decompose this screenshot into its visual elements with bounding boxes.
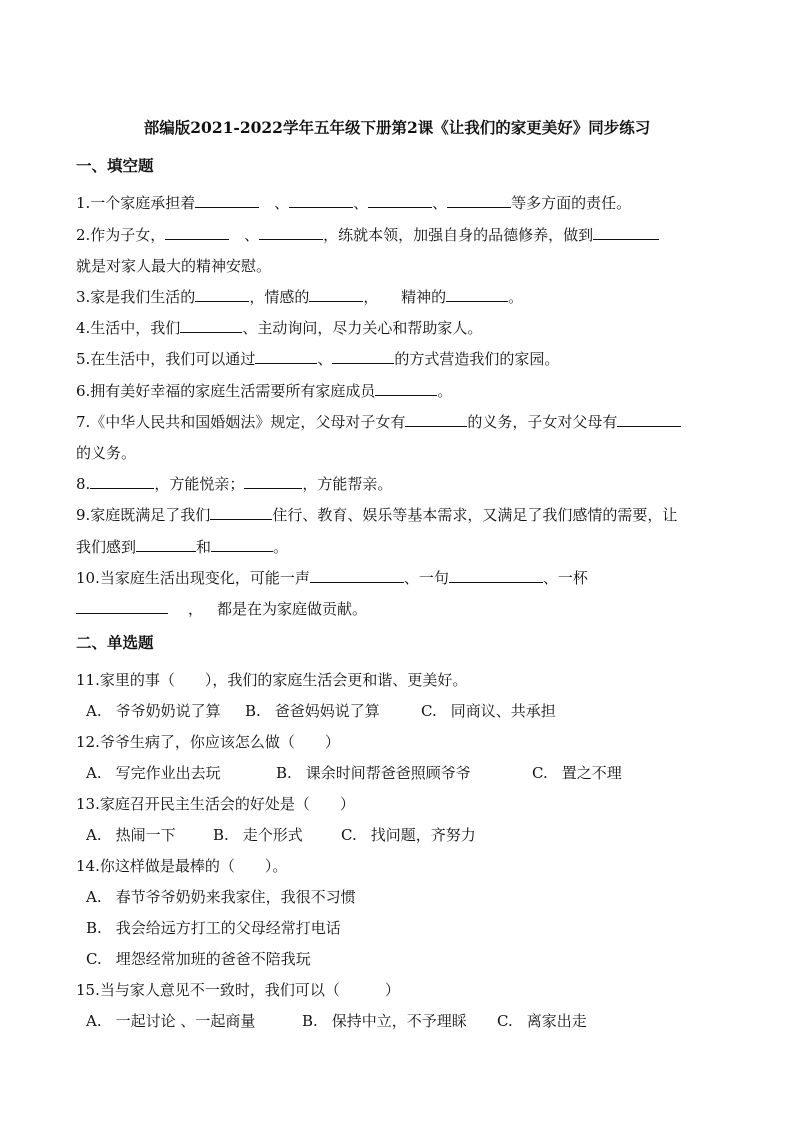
question-text: 。 [273,538,289,556]
section-heading-fill-blank: 一、填空题 [76,156,154,175]
answer-blank[interactable] [289,193,353,208]
answer-blank[interactable] [446,287,508,302]
answer-blank[interactable] [259,225,323,240]
question-15: 15.当与家人意见不一致时，我们可以（ ） [76,981,400,999]
question-text: 4.生活中，我们 [76,319,181,337]
answer-blank[interactable] [195,287,249,302]
question-text: 、 [432,194,448,212]
option-b[interactable]: B. 走个形式 [213,826,303,844]
question-text: 的义务，子女对父母有 [467,413,618,431]
answer-blank[interactable] [332,349,394,364]
question-12: 12.爷爷生病了，你应该怎么做（ ） [76,733,340,751]
page-title: 部编版2021-2022学年五年级下册第2课《让我们的家更美好》同步练习 [143,118,651,137]
question-6 [76,381,452,401]
question-text: 、主动询问，尽力关心和帮助家人。 [242,319,483,337]
option-c[interactable]: C. 埋怨经常加班的爸爸不陪我玩 [86,950,311,968]
question-text: ，练就本领，加强自身的品德修养，做到 [323,226,594,244]
answer-blank[interactable] [447,193,511,208]
question-text: 。 [437,382,453,400]
question-8 [76,474,392,494]
answer-blank[interactable] [368,193,432,208]
question-10-continued [76,599,367,619]
question-text: 都是在为家庭做贡献。 [217,600,368,618]
question-text: 2.作为子女， [76,226,166,244]
question-7 [76,412,681,432]
answer-blank[interactable] [244,474,302,489]
question-text: 5.在生活中，我们可以通过 [76,350,256,368]
question-text: 3.家是我们生活的 [76,288,196,306]
answer-blank[interactable] [136,537,196,552]
option-a[interactable]: A. 热闹一下 [86,826,176,844]
question-14: 14.你这样做是最棒的（ ）。 [76,857,288,875]
answer-blank[interactable] [90,474,154,489]
answer-blank[interactable] [211,537,273,552]
question-2-continued: 就是对家人最大的精神安慰。 [76,257,272,275]
question-text: ， [188,600,204,618]
option-b[interactable]: B. 保持中立，不予理睬 [302,1012,467,1030]
option-a[interactable]: A. 春节爷爷奶奶来我家住，我很不习惯 [86,888,356,906]
answer-blank[interactable] [405,412,467,427]
question-text: 6.拥有美好幸福的家庭生活需要所有家庭成员 [76,382,376,400]
answer-blank[interactable] [375,381,437,396]
section-heading-single-choice: 二、单选题 [76,633,154,652]
question-text: 、 [274,194,290,212]
answer-blank[interactable] [255,349,317,364]
option-a[interactable]: A. 写完作业出去玩 [86,764,221,782]
question-text: 、 [317,350,333,368]
option-b[interactable]: B. 我会给远方打工的父母经常打电话 [86,919,341,937]
question-text: 、 [353,194,369,212]
answer-blank[interactable] [210,505,272,520]
question-3 [76,287,523,307]
answer-blank[interactable] [593,225,659,240]
option-a[interactable]: A. 爷爷奶奶说了算 [86,702,221,720]
question-9-continued [76,537,288,557]
answer-blank[interactable] [309,287,363,302]
question-text: ，方能帮亲。 [302,475,393,493]
question-4 [76,318,482,338]
question-text: ， [363,288,379,306]
question-text: 和 [196,538,212,556]
answer-blank[interactable] [76,599,168,614]
question-text: 。 [508,288,524,306]
question-text: 9.家庭既满足了我们 [76,506,211,524]
question-text: ，方能悦亲； [154,475,245,493]
answer-blank[interactable] [165,225,229,240]
question-11: 11.家里的事（ ），我们的家庭生活会更和谐、更美好。 [76,671,468,689]
question-13: 13.家庭召开民主生活会的好处是（ ） [76,795,355,813]
option-c[interactable]: C. 离家出走 [497,1012,587,1030]
question-text: 8. [76,475,91,493]
option-b[interactable]: B. 爸爸妈妈说了算 [245,702,380,720]
question-text: 我们感到 [76,538,137,556]
answer-blank[interactable] [449,568,543,583]
question-text: 1.一个家庭承担着 [76,194,196,212]
option-a[interactable]: A. 一起讨论 、一起商量 [86,1012,256,1030]
answer-blank[interactable] [310,568,404,583]
question-text: ，情感的 [249,288,310,306]
question-text: 精神的 [401,288,447,306]
question-text: 、一杯 [542,569,588,587]
question-text: 的方式营造我们的家园。 [394,350,560,368]
question-2 [76,225,659,245]
question-text: 10.当家庭生活出现变化，可能一声 [76,569,310,587]
option-c[interactable]: C. 同商议、共承担 [421,702,556,720]
question-text: 、一句 [403,569,449,587]
answer-blank[interactable] [180,318,242,333]
question-9 [76,505,677,525]
option-c[interactable]: C. 置之不理 [532,764,622,782]
option-c[interactable]: C. 找问题，齐努力 [341,826,476,844]
question-10 [76,568,588,588]
answer-blank[interactable] [617,412,681,427]
question-text: 等多方面的责任。 [511,194,632,212]
question-text: 、 [244,226,260,244]
question-7-continued: 的义务。 [76,444,137,462]
question-text: 7.《中华人民共和国婚姻法》规定，父母对子女有 [76,413,406,431]
question-5 [76,349,559,369]
option-b[interactable]: B. 课余时间帮爸爸照顾爷爷 [276,764,471,782]
question-1 [76,193,631,213]
question-text: 住行、教育、娱乐等基本需求，又满足了我们感情的需要，让 [272,506,678,524]
answer-blank[interactable] [195,193,259,208]
